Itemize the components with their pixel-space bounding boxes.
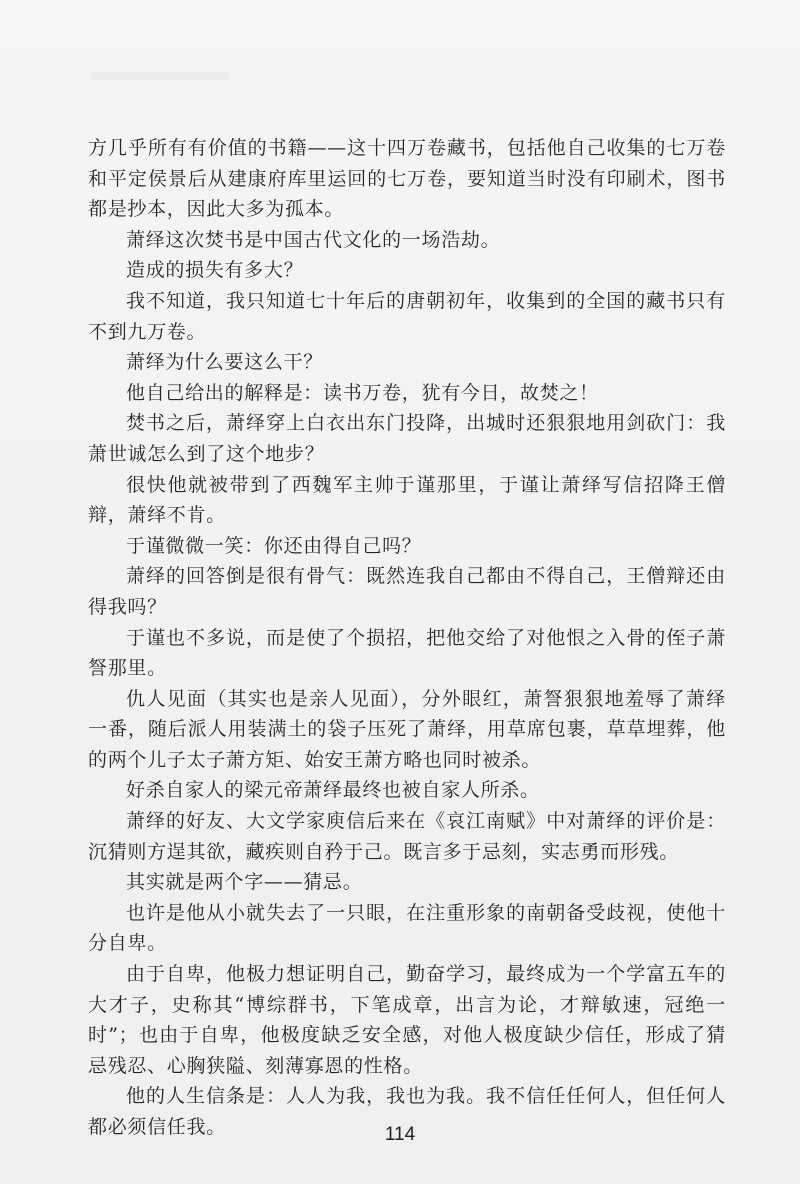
paragraph: 他的人生信条是：人人为我，我也为我。我不信任任何人，但任何人都必须信任我。 bbox=[88, 1085, 726, 1138]
paragraph: 仇人见面（其实也是亲人见面），分外眼红，萧詧狠狠地羞辱了萧绎一番，随后派人用装满土的袋子压死了萧绎，用草席包裹，草草埋葬，他的两个儿子太子萧方矩、始安王萧方略也同时被杀。 bbox=[88, 687, 726, 771]
paragraph: 他自己给出的解释是：读书万卷，犹有今日，故焚之！ bbox=[126, 381, 599, 404]
paragraph: 焚书之后，萧绎穿上白衣出东门投降，出城时还狠狠地用剑砍门：我萧世诚怎么到了这个地步？ bbox=[88, 412, 726, 465]
paragraph: 其实就是两个字——猜忌。 bbox=[126, 871, 363, 894]
paragraph: 萧绎为什么要这么干？ bbox=[126, 351, 324, 374]
paragraph: 也许是他从小就失去了一只眼，在注重形象的南朝备受歧视，使他十分自卑。 bbox=[88, 901, 726, 955]
faded-running-header bbox=[90, 72, 230, 80]
paragraph: 我不知道，我只知道七十年后的唐朝初年，收集到的全国的藏书只有不到九万卷。 bbox=[88, 289, 726, 343]
paragraph: 很快他就被带到了西魏军主帅于谨那里，于谨让萧绎写信招降王僧辩，萧绎不肯。 bbox=[88, 473, 726, 527]
paragraph-continuation: 方几乎所有有价值的书籍——这十四万卷藏书，包括他自己收集的七万卷和平定侯景后从建康府库里运回的七万卷，要知道当时没有印刷术，图书都是抄本，因此大多为孤本。 bbox=[88, 137, 726, 221]
paragraph: 萧绎这次焚书是中国古代文化的一场浩劫。 bbox=[126, 228, 501, 251]
paragraph: 萧绎的回答倒是很有骨气：既然连我自己都由不得自己，王僧辩还由得我吗？ bbox=[88, 565, 726, 618]
paragraph: 造成的损失有多大？ bbox=[126, 259, 304, 282]
page-number: 114 bbox=[384, 1124, 416, 1145]
paragraph: 于谨微微一笑：你还由得自己吗？ bbox=[126, 534, 422, 557]
body-text bbox=[88, 133, 726, 1143]
paragraph: 于谨也不多说，而是使了个损招，把他交给了对他恨之入骨的侄子萧詧那里。 bbox=[88, 626, 726, 680]
paragraph: 萧绎的好友、大文学家庾信后来在《哀江南赋》中对萧绎的评价是：沉猜则方逞其欲，藏疾则自矜于己。既言多于忌刻，实志勇而形残。 bbox=[88, 810, 726, 863]
paragraph: 由于自卑，他极力想证明自己，勤奋学习，最终成为一个学富五车的大才子，史称其“博综群书，下笔成章，出言为论，才辩敏速，冠绝一时”；也由于自卑，他极度缺乏安全感，对他人极度缺少信任，形成了猜忌残忍、心胸狭隘、刻薄寡恩的性格。 bbox=[88, 963, 726, 1077]
paragraph: 好杀自家人的梁元帝萧绎最终也被自家人所杀。 bbox=[126, 779, 540, 802]
